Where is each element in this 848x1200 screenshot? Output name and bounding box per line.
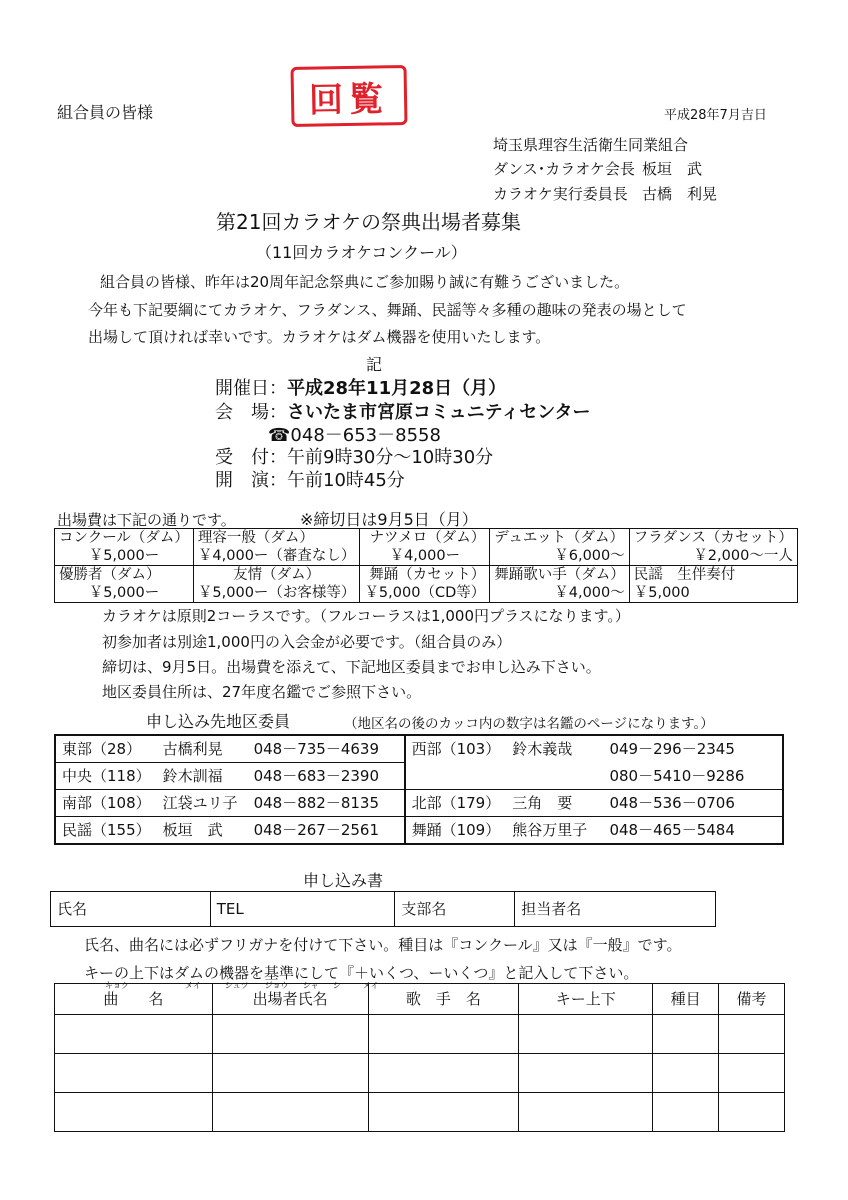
note-2: 初参加者は別途1,000円の入会金が必要です。（組合員のみ） xyxy=(102,633,512,651)
fee-cell: 舞踊（カセット） ￥5,000（CD等） xyxy=(360,566,490,603)
intro-line-1: 組合員の皆様、昨年は20周年記念祭典にご参加賜り誠に有難うございました。 xyxy=(100,273,630,291)
reception-value: 午前9時30分～10時30分 xyxy=(287,447,494,468)
page-subtitle: （11回カラオケコンクール） xyxy=(256,243,467,262)
sender-name-1: 板垣 武 xyxy=(642,160,703,178)
song-cell[interactable] xyxy=(368,1093,519,1132)
committee-table xyxy=(54,734,784,845)
area-cell: 民謡（155） xyxy=(62,821,151,839)
fee-row-2 xyxy=(55,566,798,603)
addressee: 組合員の皆様 xyxy=(57,103,154,122)
member-name xyxy=(506,763,603,790)
venue-phone: ☎048－653－8558 xyxy=(268,425,441,446)
venue-label: 会 場： xyxy=(215,402,287,423)
song-cell[interactable] xyxy=(519,1015,653,1054)
reception-label: 受 付： xyxy=(215,447,287,468)
event-date-label: 開催日： xyxy=(215,378,287,399)
intro-line-2: 今年も下記要綱にてカラオケ、フラダンス、舞踊、民謡等々多種の趣味の発表の場として xyxy=(88,301,687,319)
branch-field[interactable]: 支部名 xyxy=(395,892,515,927)
fee-cell: デュエット（ダム） ￥6,000～ xyxy=(490,529,630,566)
issue-date: 平成28年7月吉日 xyxy=(664,108,767,123)
song-cell[interactable] xyxy=(719,1015,785,1054)
member-name: 古橋利晃 xyxy=(157,735,248,763)
fee-cell: 理容一般（ダム） ￥4,000ー（審査なし） xyxy=(193,529,360,566)
song-cell[interactable] xyxy=(212,1093,368,1132)
member-name: 熊谷万里子 xyxy=(512,821,588,839)
song-table xyxy=(54,983,785,1132)
song-cell[interactable] xyxy=(55,1093,213,1132)
member-name: 鈴木訓福 xyxy=(157,763,248,790)
area-cell: 東部（28） xyxy=(55,735,157,763)
song-cell[interactable] xyxy=(653,1054,719,1093)
member-name: 鈴木義哉 xyxy=(512,740,573,758)
song-cell[interactable] xyxy=(212,1054,368,1093)
song-row xyxy=(55,1054,785,1093)
sender-name-2: 古橋 利晃 xyxy=(642,185,718,203)
category-header: 種目 xyxy=(653,984,719,1015)
song-cell[interactable] xyxy=(653,1093,719,1132)
committee-note: （地区名の後のカッコ内の数字は名鑑のページになります。） xyxy=(344,716,714,732)
fee-intro: 出場費は下記の通りです。 xyxy=(57,511,236,529)
member-tel: 048－267－2561 xyxy=(253,821,380,839)
ki-heading: 記 xyxy=(366,355,383,374)
song-cell[interactable] xyxy=(368,1054,519,1093)
sender-role-1: ダンス･カラオケ会長 xyxy=(493,160,635,178)
start-row xyxy=(215,466,405,492)
member-name: 江袋ユリ子 xyxy=(157,790,248,817)
area-cell xyxy=(405,763,507,790)
song-cell[interactable] xyxy=(368,1015,519,1054)
sender-role-2: カラオケ実行委員長 xyxy=(493,185,628,203)
venue-value: さいたま市宮原コミュニティセンター xyxy=(287,402,591,423)
performer-header: シュツ ジョウ シャ シ メイ 出場者氏名 xyxy=(212,984,368,1015)
member-tel: 048－882－8135 xyxy=(248,790,405,817)
song-cell[interactable] xyxy=(653,1015,719,1054)
area-cell: 北部（179） xyxy=(405,790,507,817)
song-header-row xyxy=(55,984,785,1015)
intro-line-3: 出場して頂ければ幸いです。カラオケはダム機器を使用いたします。 xyxy=(88,328,551,346)
committee-row xyxy=(55,763,783,790)
fee-table xyxy=(54,528,798,603)
area-cell: 舞踊（109） xyxy=(405,817,507,845)
fee-cell: 民謡 生伴奏付 ￥5,000 xyxy=(629,566,797,603)
application-title: 申し込み書 xyxy=(303,871,384,890)
member-tel: 048－683－2390 xyxy=(248,763,405,790)
song-cell[interactable] xyxy=(55,1015,213,1054)
song-cell[interactable] xyxy=(719,1054,785,1093)
tel-field[interactable]: TEL xyxy=(210,892,395,927)
committee-row xyxy=(55,790,783,817)
start-value: 午前10時45分 xyxy=(287,470,405,491)
song-cell[interactable] xyxy=(519,1093,653,1132)
start-label: 開 演： xyxy=(215,470,287,491)
note-4: 地区委員住所は、27年度名鑑でご参照下さい。 xyxy=(102,683,422,701)
note-1: カラオケは原則2コーラスです。（フルコーラスは1,000円プラスになります。） xyxy=(102,607,630,625)
song-title-header: キョク メイ 曲 名 xyxy=(55,984,213,1015)
member-tel: 048－465－5484 xyxy=(609,821,735,839)
fee-cell: フラダンス（カセット） ￥2,000～一人 xyxy=(629,529,797,566)
remarks-header: 備考 xyxy=(719,984,785,1015)
member-tel: 048－735－4639 xyxy=(248,735,405,763)
circulation-stamp: 回覧 xyxy=(290,65,407,127)
sender-org: 埼玉県理容生活衛生同業組合 xyxy=(493,136,689,154)
name-field[interactable]: 氏名 xyxy=(51,892,211,927)
song-cell[interactable] xyxy=(519,1054,653,1093)
fee-cell: 優勝者（ダム） ￥5,000ー xyxy=(55,566,194,603)
member-tel: 048－536－0706 xyxy=(603,790,783,817)
member-name: 三角 要 xyxy=(506,790,603,817)
fee-cell: 舞踊歌い手（ダム） ￥4,000～ xyxy=(490,566,630,603)
event-date-value: 平成28年11月28日（月） xyxy=(287,378,507,399)
fee-cell: コンクール（ダム） ￥5,000ー xyxy=(55,529,194,566)
member-name: 板垣 武 xyxy=(162,821,223,839)
event-date-row xyxy=(215,374,506,400)
area-cell: 南部（108） xyxy=(55,790,157,817)
note-3: 締切は、9月5日。出場費を添えて、下記地区委員までお申し込み下さい。 xyxy=(102,658,601,676)
contact-field[interactable]: 担当者名 xyxy=(515,892,716,927)
area-cell: 西部（103） xyxy=(405,735,507,763)
deadline-note: ※締切日は9月5日（月） xyxy=(300,510,478,529)
song-cell[interactable] xyxy=(212,1015,368,1054)
application-form xyxy=(50,891,716,927)
application-note-1: 氏名、曲名には必ずフリガナを付けて下さい。種目は『コンクール』又は『一般』です。 xyxy=(84,936,682,954)
application-note-2: キーの上下はダムの機器を基準にして『＋いくつ、ーいくつ』と記入して下さい。 xyxy=(84,964,639,982)
key-header: キー上下 xyxy=(519,984,653,1015)
song-row xyxy=(55,1015,785,1054)
fee-row-1 xyxy=(55,529,798,566)
page-title: 第21回カラオケの祭典出場者募集 xyxy=(216,210,522,234)
committee-title: 申し込み先地区委員 xyxy=(146,712,291,731)
fee-cell: 友情（ダム） ￥5,000ー（お客様等） xyxy=(193,566,360,603)
singer-header: 歌 手 名 xyxy=(368,984,519,1015)
committee-row xyxy=(55,735,783,763)
area-cell: 中央（118） xyxy=(55,763,157,790)
member-tel: 080－5410－9286 xyxy=(603,763,783,790)
committee-row xyxy=(55,817,783,845)
song-cell[interactable] xyxy=(719,1093,785,1132)
member-tel: 049－296－2345 xyxy=(609,740,735,758)
song-row xyxy=(55,1093,785,1132)
fee-cell: ナツメロ（ダム） ￥4,000ー xyxy=(360,529,490,566)
song-cell[interactable] xyxy=(55,1054,213,1093)
